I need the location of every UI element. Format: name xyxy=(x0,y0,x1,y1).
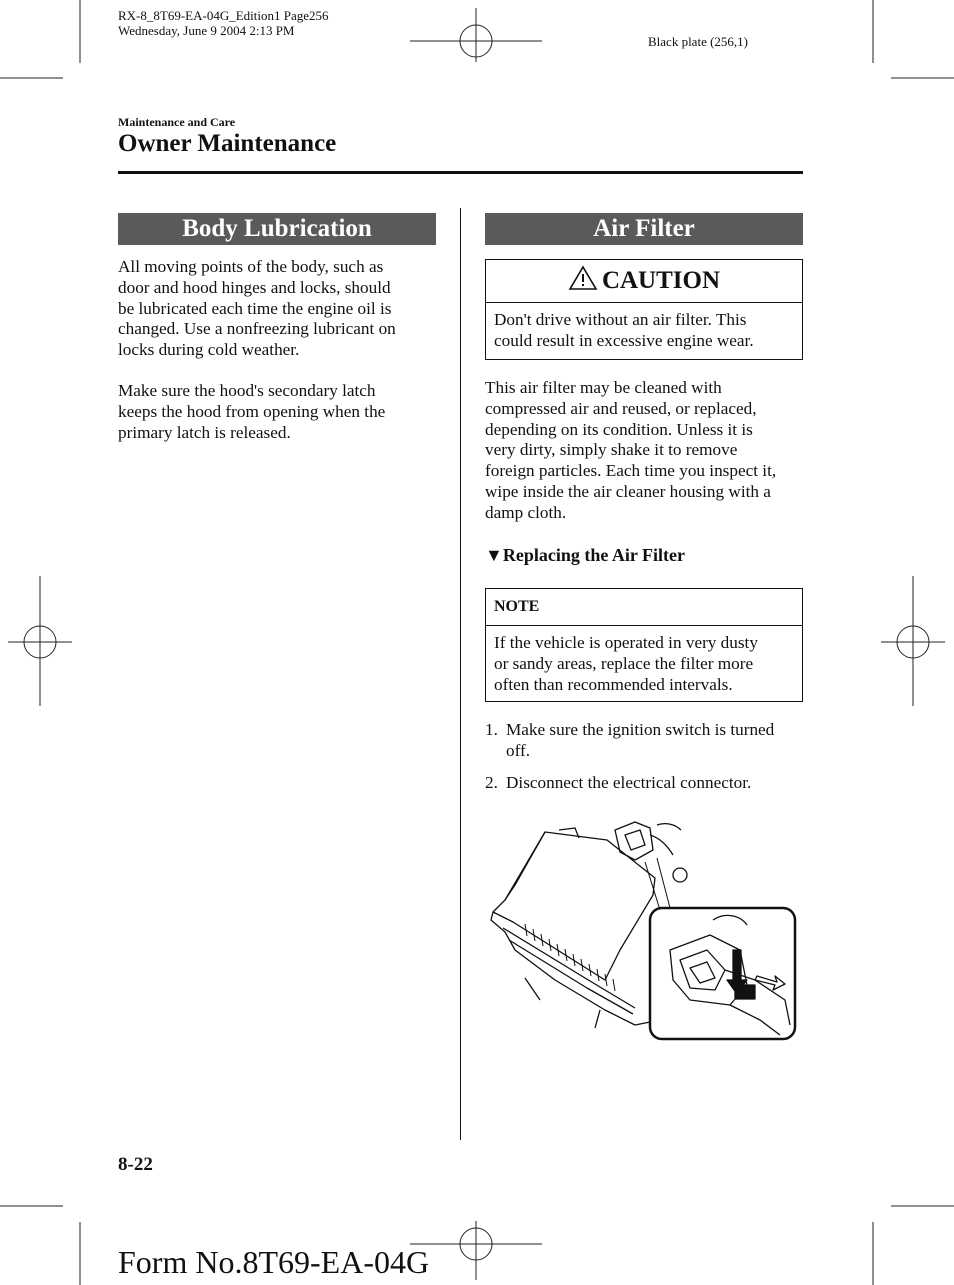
body-lubrication-paragraph-2: Make sure the hood's secondary latch keeps the hood from opening when the primary latch is released. xyxy=(118,381,386,442)
air-filter-heading: Air Filter xyxy=(485,213,803,245)
caution-header xyxy=(486,260,802,303)
page-number: 8-22 xyxy=(118,1154,153,1175)
subheading-text: Replacing the Air Filter xyxy=(502,545,685,565)
section-label: Maintenance and Care xyxy=(118,115,236,129)
note-text: If the vehicle is operated in very dusty or sandy areas, replace the filter more often than recommended intervals. xyxy=(494,633,758,694)
triangle-marker-icon: ▼ xyxy=(485,545,503,565)
replacing-air-filter-subheading xyxy=(485,545,685,566)
caution-title: CAUTION xyxy=(601,267,721,294)
page-title: Owner Maintenance xyxy=(118,130,337,157)
air-filter-paragraph: This air filter may be cleaned with compressed air and reused, or replaced, depending on its condition. Unless it is very dirty, simply shake it to remove foreign particles. Each time you inspect it, wipe inside the air cleaner housing with a damp cloth. xyxy=(485,378,777,522)
note-header: NOTE xyxy=(486,589,802,626)
form-number: Form No.8T69-EA-04G xyxy=(118,1244,430,1280)
print-date-line: Wednesday, June 9 2004 2:13 PM xyxy=(118,23,295,38)
column-divider xyxy=(460,208,461,1140)
print-file-line: RX-8_8T69-EA-04G_Edition1 Page256 xyxy=(118,8,329,23)
warning-triangle-icon xyxy=(568,265,598,291)
step-1: 1. Make sure the ignition switch is turned off. xyxy=(485,720,775,760)
caution-text: Don't drive without an air filter. This could result in excessive engine wear. xyxy=(494,310,754,350)
body-lubrication-heading: Body Lubrication xyxy=(118,213,436,245)
header-rule xyxy=(118,171,803,174)
plate-label: Black plate (256,1) xyxy=(648,34,748,49)
print-meta xyxy=(118,8,329,38)
step-2: 2. Disconnect the electrical connector. xyxy=(485,773,752,792)
body-lubrication-paragraph-1: All moving points of the body, such as door and hood hinges and locks, should be lubricated each time the engine oil is changed. Use a nonfreezing lubricant on locks during cold weather. xyxy=(118,257,396,360)
air-cleaner-connector-illustration xyxy=(485,800,803,1045)
caution-box xyxy=(485,259,803,360)
note-box xyxy=(485,588,803,702)
